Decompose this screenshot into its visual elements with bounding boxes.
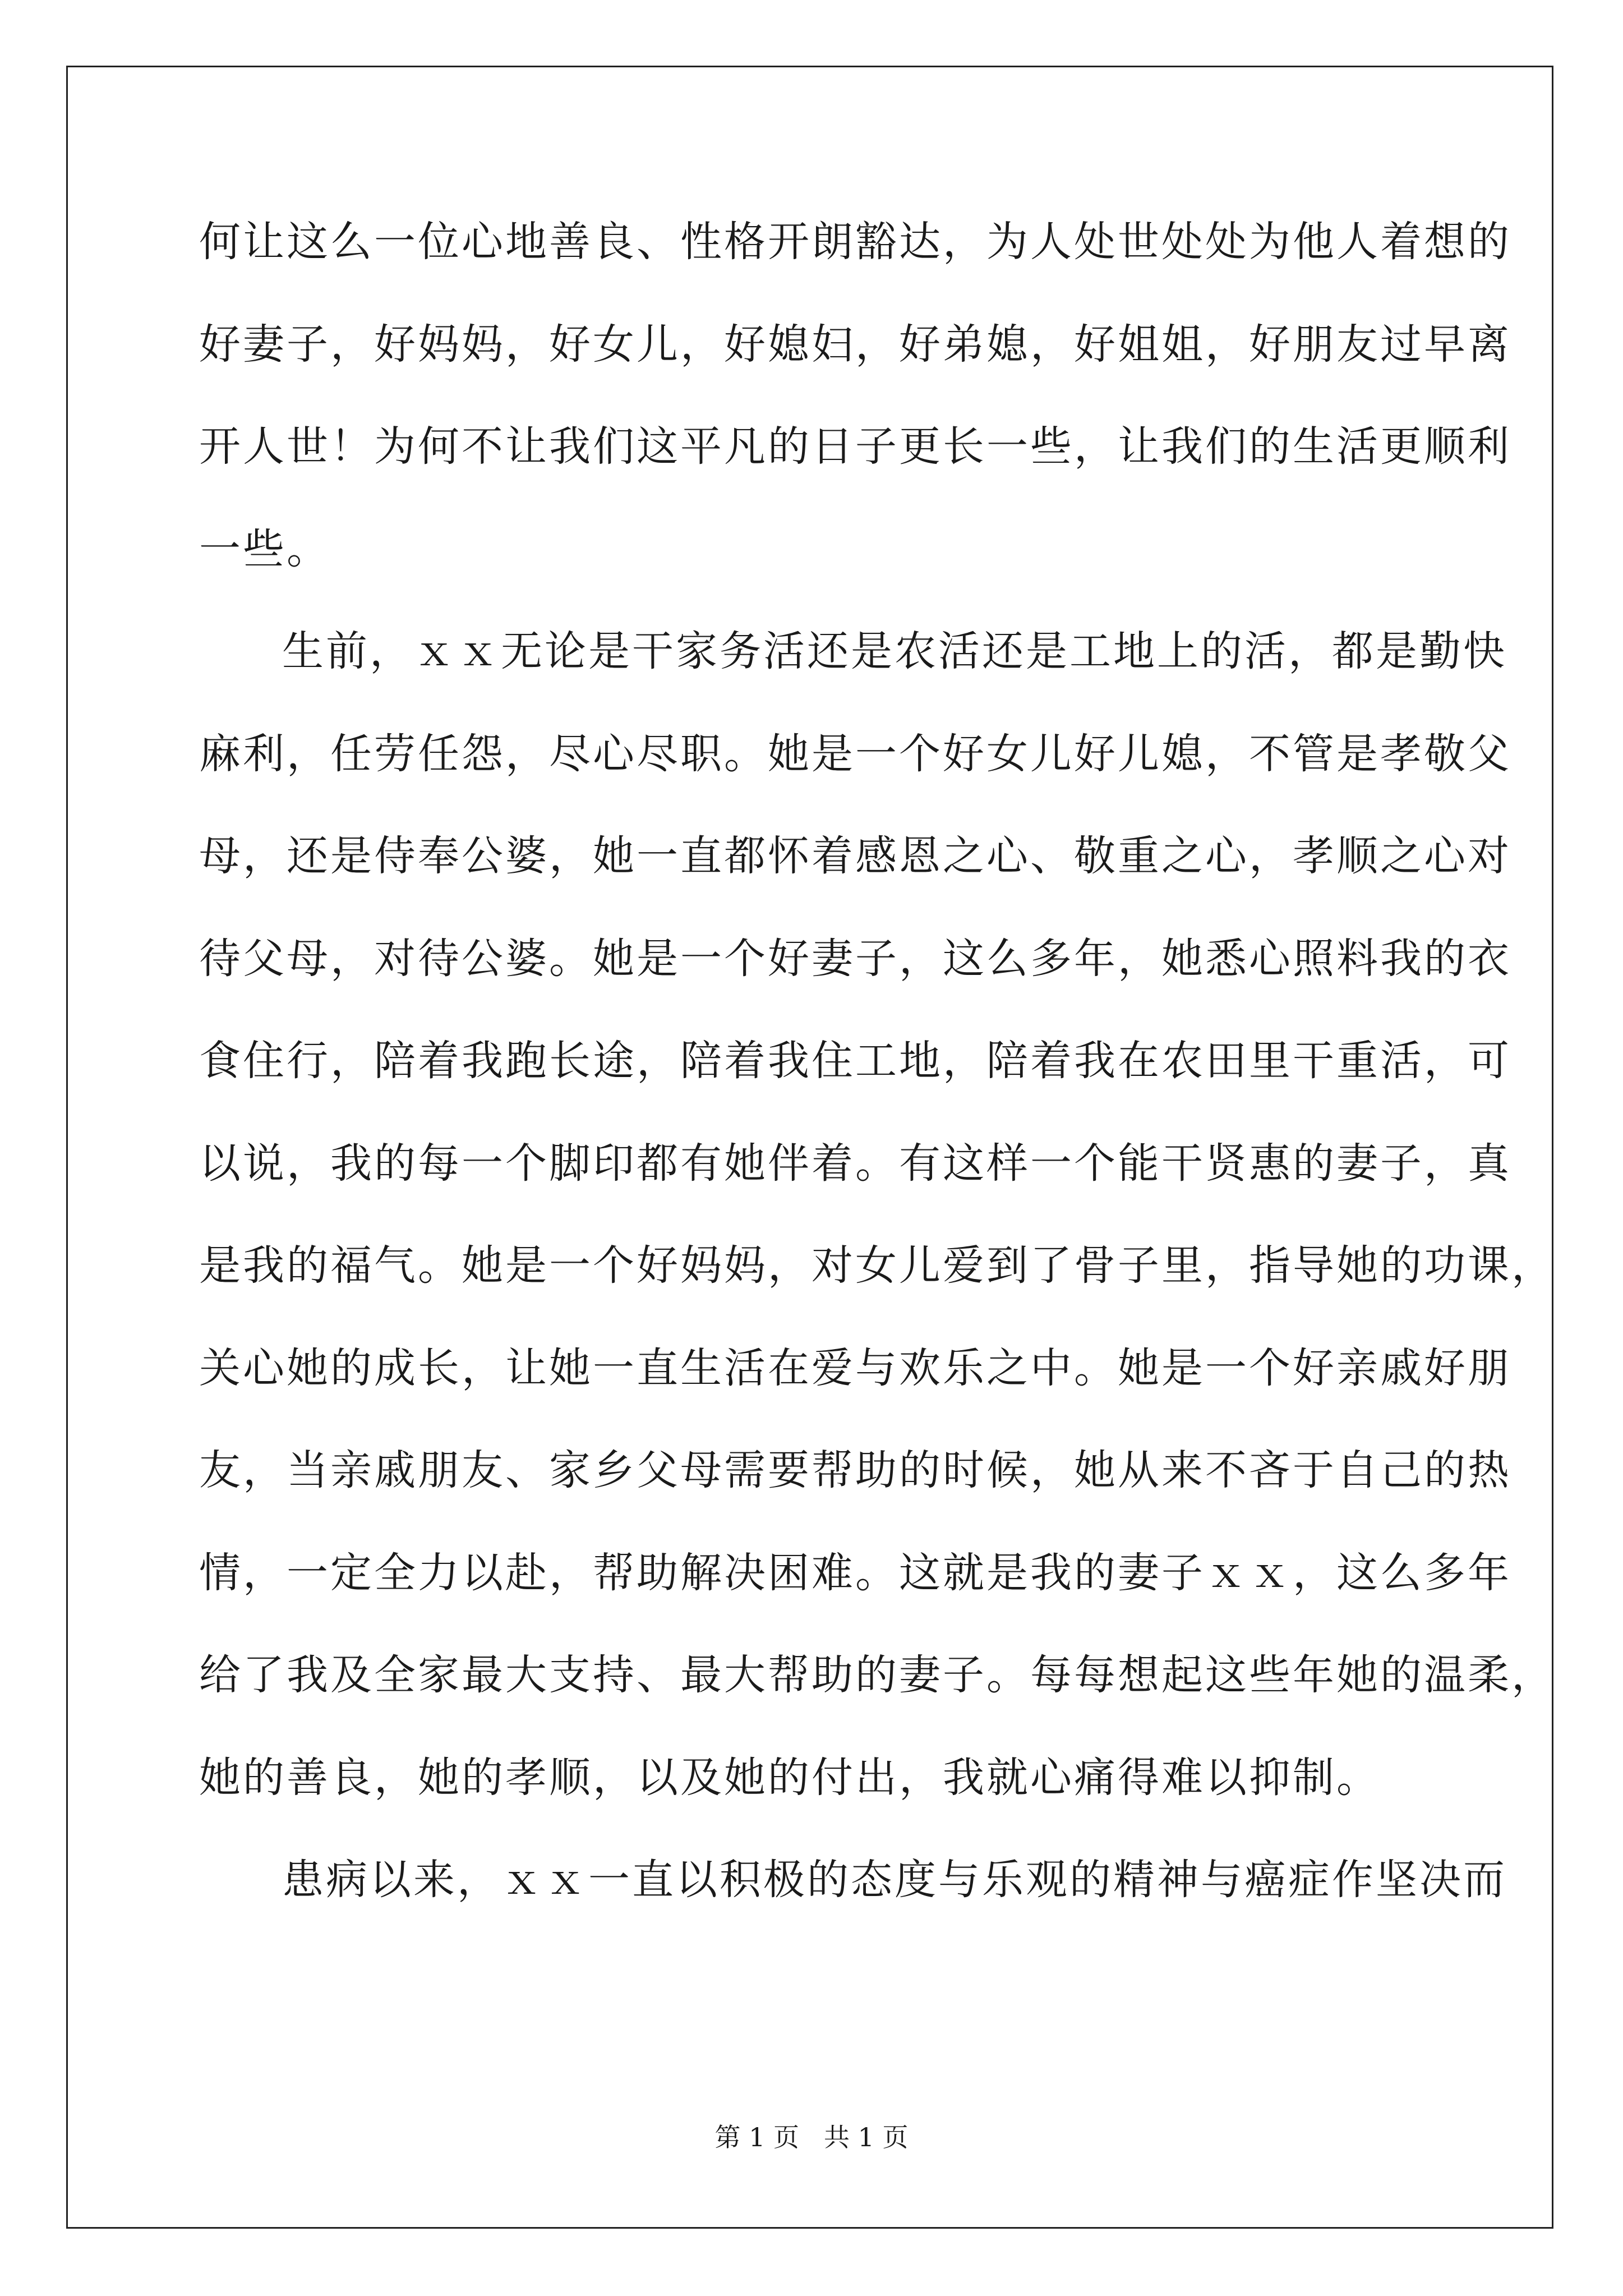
text-line: 以说，我的每一个脚印都有她伴着。有这样一个能干贤惠的妻子，真 (199, 1139, 1511, 1188)
text-line: 她的善良，她的孝顺，以及她的付出，我就心痛得难以抑制。 (199, 1753, 1380, 1802)
text-line: 给了我及全家最大支持、最大帮助的妻子。每每想起这些年她的温柔， (199, 1651, 1555, 1699)
text-line: 情，一定全力以赴，帮助解决困难。这就是我的妻子ｘｘ，这么多年 (199, 1548, 1511, 1597)
text-line: 开人世！为何不让我们这平凡的日子更长一些，让我们的生活更顺利 (199, 422, 1511, 471)
paragraph-start-line: 患病以来，ｘｘ一直以积极的态度与乐观的精神与癌症作坚决而 (282, 1856, 1507, 1904)
page-footer (0, 2120, 1623, 2154)
text-line: 关心她的成长，让她一直生活在爱与欢乐之中。她是一个好亲戚好朋 (199, 1343, 1511, 1392)
text-line: 好妻子，好妈妈，好女儿，好媳妇，好弟媳，好姐姐，好朋友过早离 (199, 320, 1511, 369)
text-line: 何让这么一位心地善良、性格开朗豁达，为人处世处处为他人着想的 (199, 218, 1511, 266)
text-line: 待父母，对待公婆。她是一个好妻子，这么多年，她悉心照料我的衣 (199, 934, 1511, 983)
page-total: 共 1 页 (824, 2122, 909, 2152)
text-line: 母，还是侍奉公婆，她一直都怀着感恩之心、敬重之心，孝顺之心对 (199, 832, 1511, 880)
paragraph-start-line: 生前，ｘｘ无论是干家务活还是农活还是工地上的活，都是勤快 (282, 627, 1507, 675)
text-line: 是我的福气。她是一个好妈妈，对女儿爱到了骨子里，指导她的功课， (199, 1241, 1555, 1290)
page-number: 第 1 页 (714, 2122, 799, 2152)
text-line: 食住行，陪着我跑长途，陪着我住工地，陪着我在农田里干重活，可 (199, 1037, 1511, 1085)
text-line: 一些。 (199, 524, 330, 573)
text-line: 麻利，任劳任怨，尽心尽职。她是一个好女儿好儿媳，不管是孝敬父 (199, 729, 1511, 778)
text-line: 友，当亲戚朋友、家乡父母需要帮助的时候，她从来不吝于自己的热 (199, 1446, 1511, 1494)
document-body (199, 191, 1555, 1931)
